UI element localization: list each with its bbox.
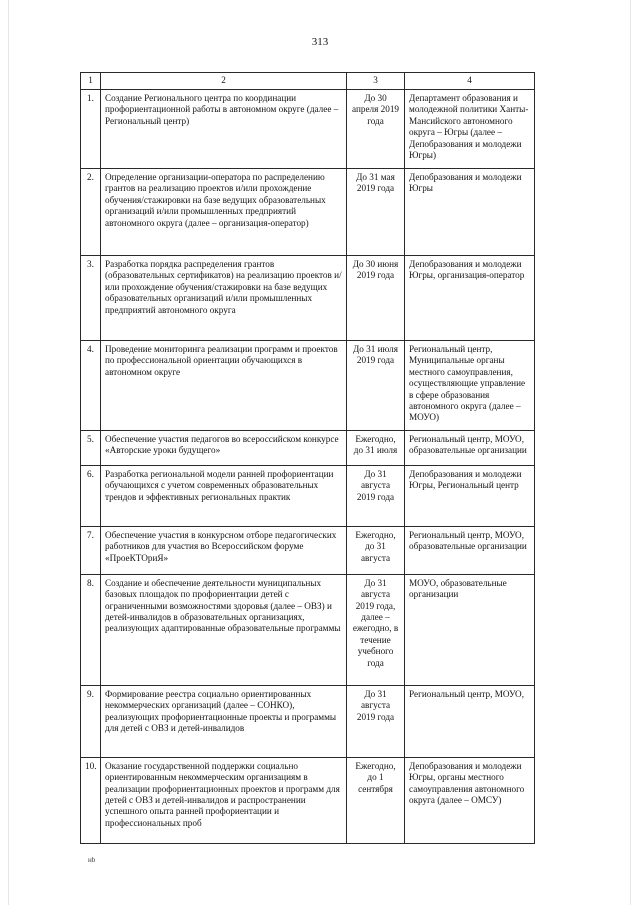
row-responsible: Региональный центр, МОУО, образовательные организации [405,526,535,574]
row-number: 1. [81,90,101,169]
table-row [81,465,535,526]
header-col-2: 2 [101,73,347,90]
row-responsible: Региональный центр, Муниципальные органы местного самоуправления, осуществляющие управление в сфере образования автономного округа (далее – МОУО) [405,341,535,431]
table-row [81,169,535,256]
table-row [81,256,535,341]
row-activity: Обеспечение участия педагогов во всероссийском конкурсе «Авторские уроки будущего» [101,430,347,465]
row-responsible: МОУО, образовательные организации [405,574,535,685]
row-number: 7. [81,526,101,574]
row-activity: Формирование реестра социально ориентированных некоммерческих организаций (далее – СОНКО), реализующих профориентационные проекты и программы для детей с ОВЗ и детей-инвалидов [101,685,347,757]
row-deadline: До 30 июня 2019 года [347,256,405,341]
row-deadline: До 31 августа 2019 года [347,465,405,526]
scan-edge-left [8,0,9,905]
row-number: 10. [81,757,101,843]
header-col-1: 1 [81,73,101,90]
footer-mark: нb [88,856,96,864]
table-row [81,90,535,169]
row-number: 5. [81,430,101,465]
row-responsible: Депобразования и молодежи Югры, органы местного самоуправления автономного округа (далее – ОМСУ) [405,757,535,843]
row-number: 4. [81,341,101,431]
row-responsible: Депобразования и молодежи Югры, организация-оператор [405,256,535,341]
table-header-row [81,73,535,90]
row-activity: Обеспечение участия в конкурсном отборе педагогических работников для участия во Всероссийском форуме «ПроеКТОриЯ» [101,526,347,574]
row-deadline: До 30 апреля 2019 года [347,90,405,169]
page-number: 313 [311,36,329,48]
row-responsible: Региональный центр, МОУО, образовательные организации [405,430,535,465]
scan-edge-right [630,0,631,905]
activities-table [80,72,535,844]
table-row [81,430,535,465]
row-deadline: До 31 августа 2019 года [347,685,405,757]
table-row [81,574,535,685]
row-activity: Проведение мониторинга реализации программ и проектов по профессиональной ориентации обучающихся в автономном округе [101,341,347,431]
row-activity: Определение организации-оператора по распределению грантов на реализацию проектов и/или прохождение обучения/стажировки на базе ведущих образовательных организаций и/или промышленных предприятий автономного округа (далее – организация-оператор) [101,169,347,256]
row-number: 9. [81,685,101,757]
header-col-4: 4 [405,73,535,90]
row-deadline: Ежегодно, до 31 августа [347,526,405,574]
row-number: 6. [81,465,101,526]
row-deadline: Ежегодно, до 31 июля [347,430,405,465]
row-activity: Оказание государственной поддержки социально ориентированным некоммерческим организациям в реализации профориентационных проектов и программ для детей с ОВЗ и детей-инвалидов и распространении успешного опыта ранней профориентации и профессиональных проб [101,757,347,843]
header-col-3: 3 [347,73,405,90]
row-activity: Разработка региональной модели ранней профориентации обучающихся с учетом современных образовательных трендов и эффективных региональных практик [101,465,347,526]
row-deadline: До 31 мая 2019 года [347,169,405,256]
row-activity: Создание Регионального центра по координации профориентационной работы в автономном округе (далее – Региональный центр) [101,90,347,169]
row-responsible: Депобразования и молодежи Югры, Региональный центр [405,465,535,526]
table-row [81,526,535,574]
row-activity: Создание и обеспечение деятельности муниципальных базовых площадок по профориентации детей с ограниченными возможностями здоровья (далее – ОВЗ) и детей-инвалидов в образовательных организациях, реализующих адаптированные образовательные программы [101,574,347,685]
row-responsible: Региональный центр, МОУО, [405,685,535,757]
table-row [81,341,535,431]
row-deadline: Ежегодно, до 1 сентября [347,757,405,843]
table-row [81,685,535,757]
row-number: 3. [81,256,101,341]
row-number: 8. [81,574,101,685]
row-responsible: Департамент образования и молодежной политики Ханты-Мансийского автономного округа – Югры (далее – Депобразования и молодежи Югры) [405,90,535,169]
row-deadline: До 31 августа 2019 года, далее – ежегодно, в течение учебного года [347,574,405,685]
row-number: 2. [81,169,101,256]
row-responsible: Депобразования и молодежи Югры [405,169,535,256]
row-activity: Разработка порядка распределения грантов (образовательных сертификатов) на реализацию проектов и/или прохождение обучения/стажировки на базе ведущих образовательных организаций и/или промышленных предприятий автономного округа [101,256,347,341]
row-deadline: До 31 июля 2019 года [347,341,405,431]
table-row [81,757,535,843]
